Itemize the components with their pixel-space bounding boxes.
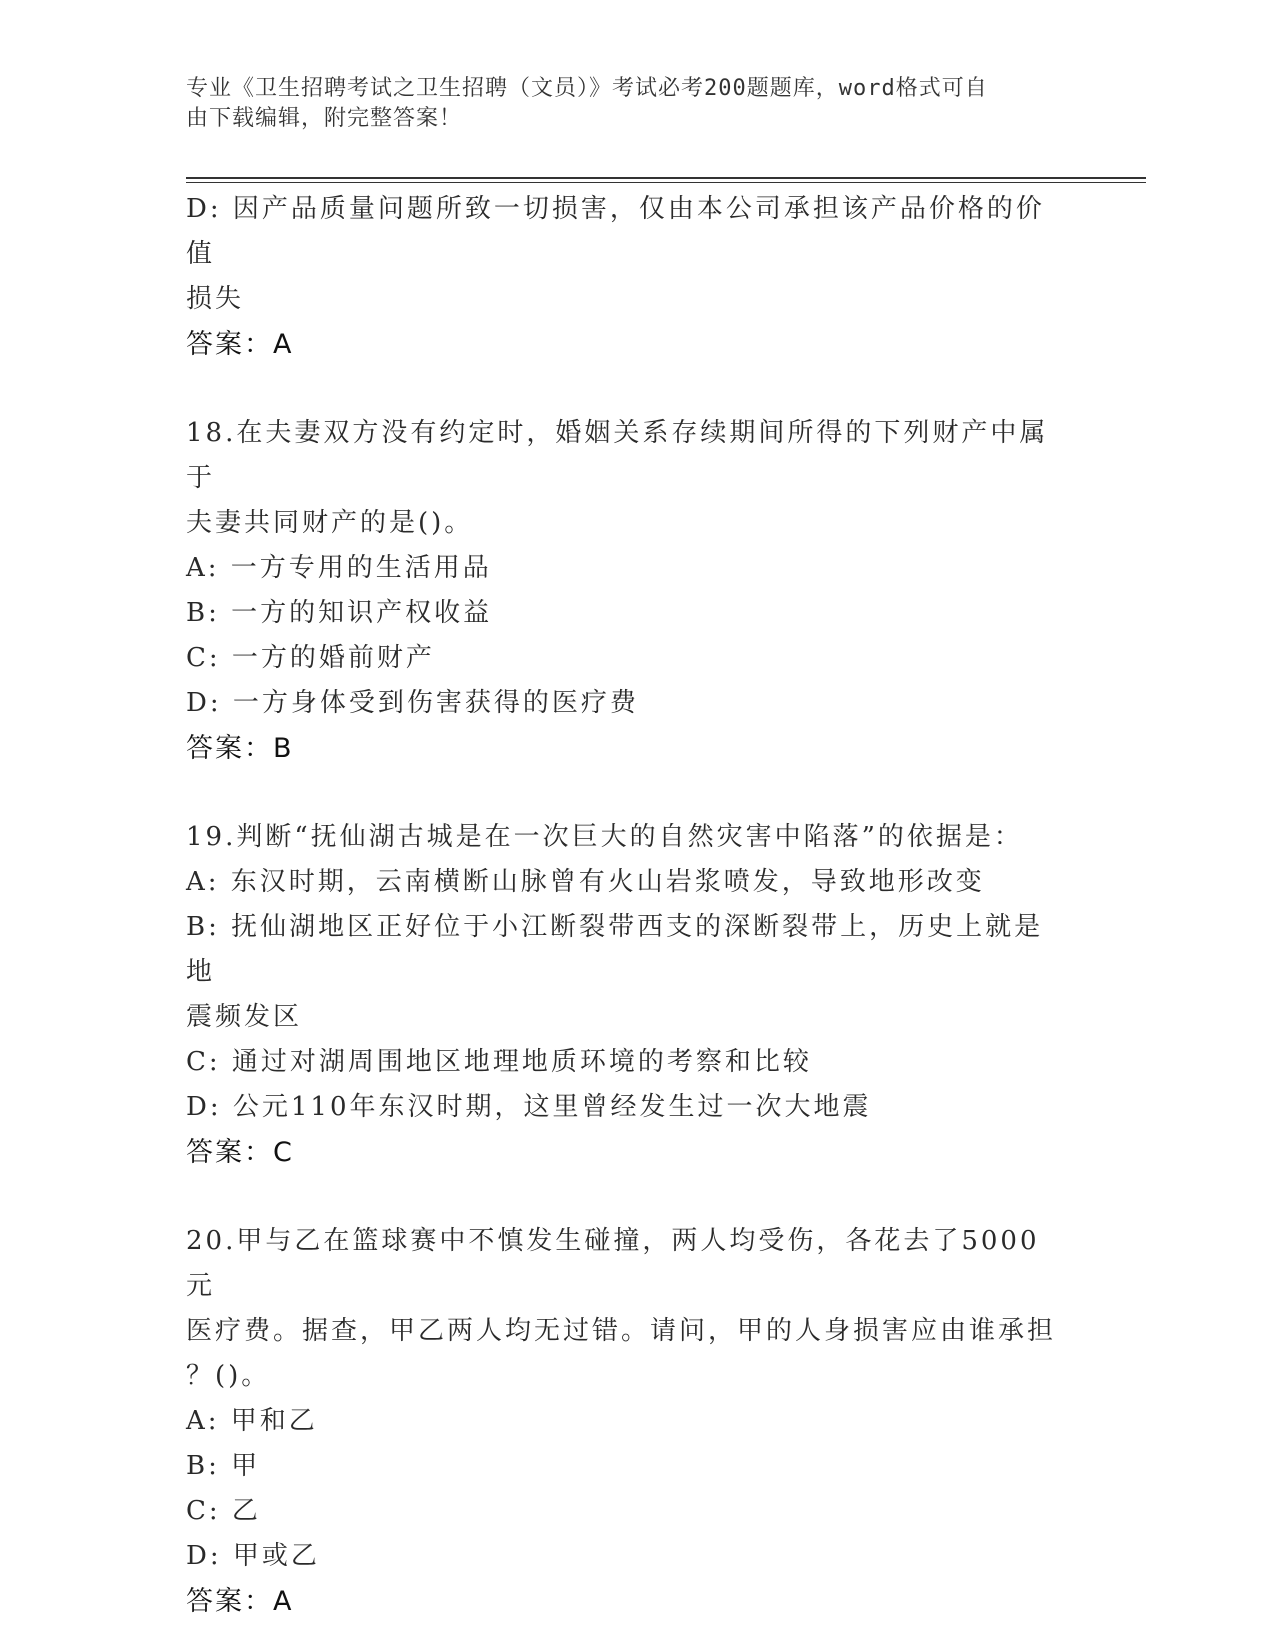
option-b: B: 一方的知识产权收益 (186, 598, 493, 628)
header-rule-thick (186, 177, 1146, 179)
header-line-1: 专业《卫生招聘考试之卫生招聘（文员）》考试必考200题题库，word格式可自 (186, 76, 988, 101)
option-b: B: 甲 (186, 1451, 261, 1481)
question-stem-continued: 夫妻共同财产的是()。 (186, 508, 474, 538)
option-a: A: 一方专用的生活用品 (186, 553, 492, 583)
answer-line: 答案：A (186, 1586, 294, 1617)
question-18 (186, 411, 1066, 771)
question-stem: 19.判断“抚仙湖古城是在一次巨大的自然灾害中陷落”的依据是： (186, 822, 1023, 852)
question-stem-continued: 医疗费。据查，甲乙两人均无过错。请问，甲的人身损害应由谁承担 (186, 1316, 1057, 1346)
document-header (186, 74, 1066, 134)
option-c: C: 乙 (186, 1496, 261, 1526)
option-d: D: 公元110年东汉时期，这里曾经发生过一次大地震 (186, 1092, 872, 1122)
option-b-continued: 震频发区 (186, 1002, 303, 1032)
option-c: C: 一方的婚前财产 (186, 643, 435, 673)
answer-line: 答案：A (186, 329, 294, 360)
option-b: B: 抚仙湖地区正好位于小江断裂带西支的深断裂带上，历史上就是地 (186, 912, 1044, 987)
header-line-2: 由下载编辑，附完整答案！ (186, 106, 463, 131)
option-a: A: 东汉时期，云南横断山脉曾有火山岩浆喷发，导致地形改变 (186, 867, 985, 897)
option-c: C: 通过对湖周围地区地理地质环境的考察和比较 (186, 1047, 812, 1077)
option-a: A: 甲和乙 (186, 1406, 318, 1436)
document-body (186, 187, 1066, 1624)
question-stem: 18.在夫妻双方没有约定时，婚姻关系存续期间所得的下列财产中属于 (186, 418, 1049, 493)
question-20 (186, 1219, 1066, 1624)
question-stem-continued: ？()。 (186, 1361, 271, 1391)
option-d: D: 一方身体受到伤害获得的医疗费 (186, 688, 639, 718)
answer-line: 答案：C (186, 1137, 294, 1168)
question-spacer (186, 771, 1066, 815)
question-spacer (186, 1175, 1066, 1219)
option-d: D: 甲或乙 (186, 1541, 320, 1571)
option-d-continued: 损失 (186, 284, 245, 314)
question-stem: 20.甲与乙在篮球赛中不慎发生碰撞，两人均受伤，各花去了5000元 (186, 1226, 1040, 1301)
question-17-tail (186, 187, 1066, 367)
option-d: D: 因产品质量问题所致一切损害，仅由本公司承担该产品价格的价值 (186, 194, 1045, 269)
answer-line: 答案：B (186, 733, 294, 764)
question-19 (186, 815, 1066, 1175)
header-rule-thin (186, 182, 1146, 183)
question-spacer (186, 367, 1066, 411)
